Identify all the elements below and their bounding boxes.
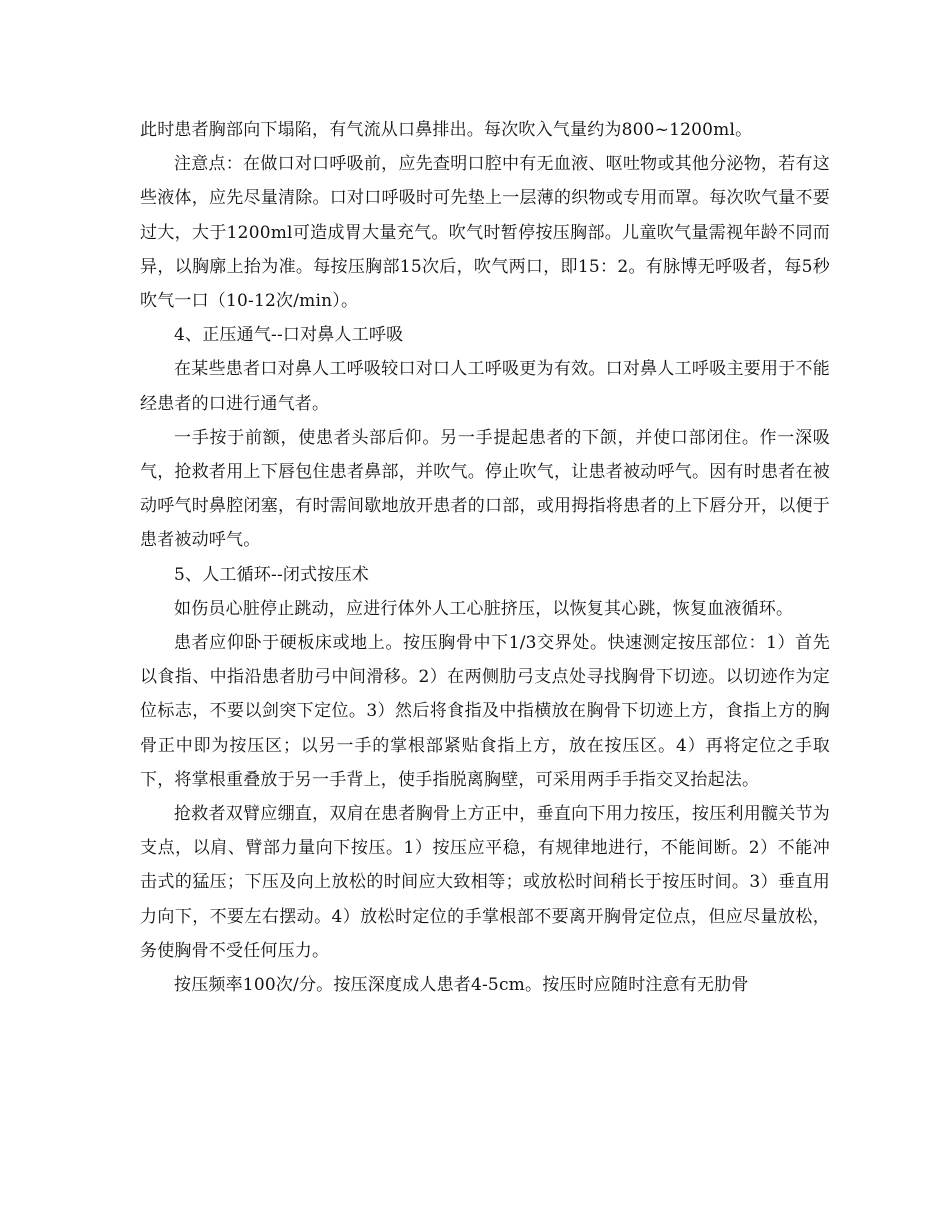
paragraph-mouth-to-nose-intro: 在某些患者口对鼻人工呼吸较口对口人工呼吸更为有效。口对鼻人工呼吸主要用于不能经患者的口进行通气者。 <box>140 359 830 414</box>
paragraph-compression-rate: 按压频率100次/分。按压深度成人患者4-5cm。按压时应随时注意有无肋骨 <box>174 975 749 996</box>
paragraph-mouth-to-nose-steps: 一手按于前额，使患者头部后仰。另一手提起患者的下颌，并使口部闭住。作一深吸气，抢救者用上下唇包住患者鼻部，并吹气。停止吹气，让患者被动呼气。因有时患者在被动呼气时鼻腔闭塞，有时需间歇地放开患者的口部，或用拇指将患者的上下唇分开，以便于患者被动呼气。 <box>140 427 830 551</box>
document-body <box>140 113 830 1002</box>
paragraph-notes: 注意点：在做口对口呼吸前，应先查明口腔中有无血液、呕吐物或其他分泌物，若有这些液体，应先尽量清除。口对口呼吸时可先垫上一层薄的织物或专用而罩。每次吹气量不要过大，大于1200ml可造成胃大量充气。吹气时暂停按压胸部。儿童吹气量需视年龄不同而异，以胸廓上抬为准。每按压胸部15次后，吹气两口，即15：2。有脉博无呼吸者，每5秒吹气一口（10-12次/min）。 <box>140 154 830 312</box>
paragraph-compression-technique: 抢救者双臂应绷直，双肩在患者胸骨上方正中，垂直向下用力按压，按压利用髋关节为支点，以肩、臂部力量向下按压。1）按压应平稳，有规律地进行，不能间断。2）不能冲击式的猛压；下压及向上放松的时间应大致相等；或放松时间稍长于按压时间。3）垂直用力向下，不要左右摆动。4）放松时定位的手掌根部不要离开胸骨定位点，但应尽量放松，务使胸骨不受任何压力。 <box>140 804 830 961</box>
paragraph-exhale: 此时患者胸部向下塌陷，有气流从口鼻排出。每次吹入气量约为800~1200ml。 <box>140 120 753 140</box>
section-heading-mouth-to-nose: 4、正压通气--口对鼻人工呼吸 <box>174 325 404 346</box>
paragraph-compression-position: 患者应仰卧于硬板床或地上。按压胸骨中下1/3交界处。快速测定按压部位：1）首先以食指、中指沿患者肋弓中间滑移。2）在两侧肋弓支点处寻找胸骨下切迹。以切迹作为定位标志，不要以剑突下定位。3）然后将食指及中指横放在胸骨下切迹上方，食指上方的胸骨正中即为按压区；以另一手的掌根部紧贴食指上方，放在按压区。4）再将定位之手取下，将掌根重叠放于另一手背上，使手指脱离胸壁，可采用两手手指交叉抬起法。 <box>140 633 830 790</box>
paragraph-compression-intro: 如伤员心脏停止跳动，应进行体外人工心脏挤压，以恢复其心跳，恢复血液循环。 <box>174 598 794 619</box>
section-heading-chest-compression: 5、人工循环--闭式按压术 <box>174 564 369 585</box>
